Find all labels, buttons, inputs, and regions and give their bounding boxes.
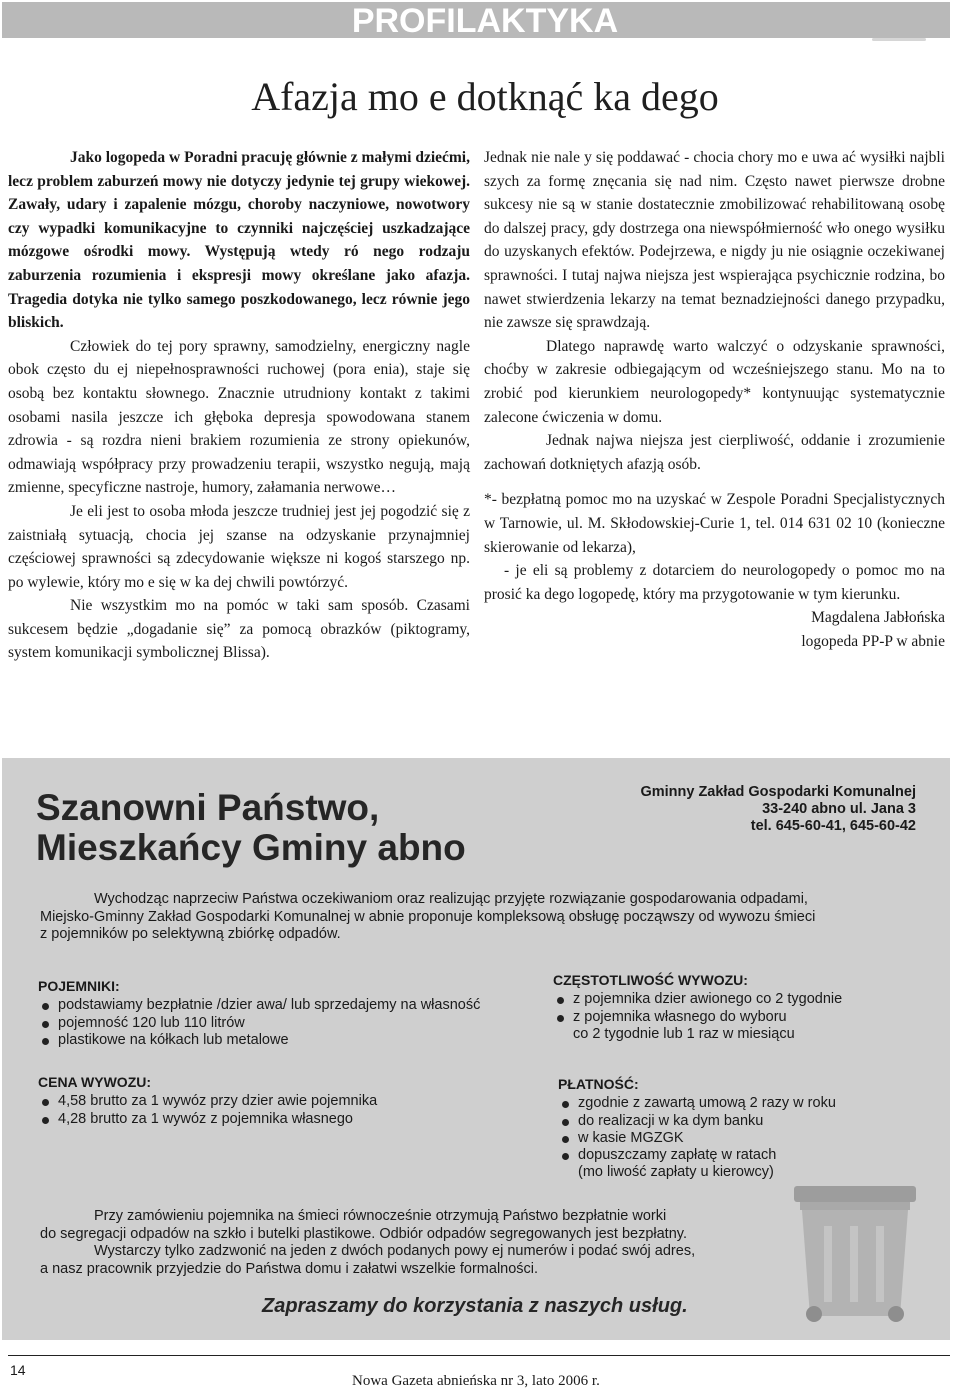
ad-intro: Wychodząc naprzeciw Państwa oczekiwaniom oraz realizując przyjęte rozwiązanie gospodarowania odpadami, Miejsko-Gminny Zakład Gospodarki Komunalnej w abnie proponuje kompleksową obsługę począwszy od wywozu śmieci z pojemników po selektywną zbiórkę odpadów. <box>40 891 816 942</box>
article-paragraph: Dlatego naprawdę warto walczyć o odzyskanie sprawności, choćby w zakresie odbiegającym od wcześniejszego stanu. Mo na to zrobić pod kierunkiem neurologopedy* kontynuując systematycznie zalecone ćwiczenia w domu. <box>484 337 945 426</box>
article-paragraph: Człowiek do tej pory sprawny, samodzielny, energiczny nagle obok często du ej niepełnosprawności ruchowej (pora enia), staje się osobą bez kontaktu słownego. Znacznie utrudniony kontakt z takimi osobami nasila jeszcze ich głęboka depresja spowodowana stanem zdrowia - są rozdra nieni brakiem rozumienia ze strony opiekunów, odmawiają współpracy przy prowadzeniu terapii, wszystko negują, mają zmienne, specyficzne nastroje, humory, załamania nerwowe… <box>8 337 470 497</box>
list-item: podstawiamy bezpłatnie /dzier awa/ lub sprzedajemy na własność <box>38 997 558 1014</box>
list-item-continuation: (mo liwość zapłaty u kierowcy) <box>578 1164 774 1181</box>
article-right-column <box>484 146 945 653</box>
company-phone: tel. 645-60-41, 645-60-42 <box>750 818 916 834</box>
article-paragraph: Nie wszystkim mo na pomóc w taki sam sposób. Czasami sukcesem będzie „dogadanie się” za pomocą obrazków (piktogramy, system komunikacji symbolicznej Blissa). <box>8 597 470 662</box>
list-item: do realizacji w ka dym banku <box>558 1113 918 1130</box>
list-item: 4,58 brutto za 1 wywóz przy dzier awie pojemnika <box>38 1093 498 1110</box>
company-info <box>640 784 916 835</box>
ad-bottom-text: Przy zamówieniu pojemnika na śmieci równocześnie otrzymują Państwo bezpłatnie worki do segregacji odpadów na szkło i butelki plastikowe. Odbiór odpadów segregowanych jest bezpłatny. Wystarczy tylko zadzwonić na jeden z dwóch podanych powy ej numerów i podać swój adres, a nasz pracownik przyjedzie do Państwa domu i załatwi wszelkie formalności. <box>40 1208 696 1277</box>
header-decoration <box>872 38 926 41</box>
price-heading: CENA WYWOZU: <box>38 1074 152 1090</box>
list-item: z pojemnika dzier awionego co 2 tygodnie <box>553 991 913 1008</box>
article-footnote: *- bezpłatną pomoc mo na uzyskać w Zespole Poradni Specjalistycznych w Tarnowie, ul. M. Skłodowskiej-Curie 1, tel. 014 631 02 10 (konieczne skierowanie od lekarza), <box>484 491 945 556</box>
section-title: PROFILAKTYKA <box>351 2 619 40</box>
publication-info: Nowa Gazeta abnieńska nr 3, lato 2006 r. <box>352 1373 600 1389</box>
list-item: 4,28 brutto za 1 wywóz z pojemnika własnego <box>38 1111 498 1128</box>
article-title: Afazja mo e dotknąć ka dego <box>251 74 719 119</box>
list-item: zgodnie z zawartą umową 2 razy w roku <box>558 1095 918 1112</box>
list-item: z pojemnika własnego do wyboru <box>553 1009 913 1026</box>
payment-heading: PŁATNOŚĆ: <box>558 1076 639 1092</box>
frequency-section <box>553 972 913 1043</box>
list-item: w kasie MGZGK <box>558 1130 918 1147</box>
article-paragraph: Jednak najwa niejsza jest cierpliwość, oddanie i zrozumienie zachowań dotkniętych afazją osób. <box>484 432 945 473</box>
list-item: plastikowe na kółkach lub metalowe <box>38 1032 558 1049</box>
article-left-column <box>8 146 470 665</box>
author-role: logopeda PP-P w abnie <box>801 632 945 650</box>
list-item-continuation: co 2 tygodnie lub 1 raz w miesiącu <box>573 1025 795 1042</box>
containers-heading: POJEMNIKI: <box>38 978 120 994</box>
ad-closing: Zapraszamy do korzystania z naszych usług. <box>262 1295 688 1317</box>
list-item: pojemność 120 lub 110 litrów <box>38 1015 558 1032</box>
waste-bin-icon <box>780 1178 930 1326</box>
frequency-heading: CZĘSTOTLIWOŚĆ WYWOZU: <box>553 972 748 988</box>
article-paragraph: Je eli jest to osoba młoda jeszcze trudniej jest jej pogodzić się z zaistniałą sytuacją, chocia jej szanse na odzyskanie przynajmniej częściowej sprawności są zdecydowanie większe ni kogoś starszego np. po wylewie, który mo e się w ka dej chwili powtórzyć. <box>8 502 470 591</box>
article-lead-paragraph: Jako logopeda w Poradni pracuję głównie z małymi dziećmi, lecz problem zaburzeń mowy nie dotyczy jedynie tej grupy wiekowej. Zawały, udary i zapalenie mózgu, choroby naczyniowe, nowotwory czy wypadki komunikacyjne to czynniki najczęściej uszkadzające mózgowe ośrodki mowy. Występują wtedy ró nego rodzaju zaburzenia rozumienia i ekspresji mowy określane jako afazja. Tragedia dotyka nie tylko samego poszkodowanego, lecz równie jego bliskich. <box>8 149 470 332</box>
company-address: 33-240 abno ul. Jana 3 <box>762 801 916 817</box>
author-name: Magdalena Jabłońska <box>811 609 945 627</box>
advertisement-box <box>2 758 950 1340</box>
company-name: Gminny Zakład Gospodarki Komunalnej <box>640 784 916 800</box>
list-item: dopuszczamy zapłatę w ratach <box>558 1147 918 1164</box>
price-section <box>38 1074 498 1128</box>
page-number: 14 <box>10 1362 26 1378</box>
article-footnote: - je eli są problemy z dotarciem do neurologopedy o pomoc mo na prosić ka dego logopedę, który ma przygotowanie w tym kierunku. <box>484 562 945 603</box>
ad-greeting: Szanowni Państwo, Mieszkańcy Gminy abno <box>36 787 466 868</box>
footer-divider <box>8 1355 950 1356</box>
article-paragraph: Jednak nie nale y się poddawać - chocia chory mo e uwa ać wysiłki najbli szych za formę znęcania się nad nim. Często nawet pierwsze drobne sukcesy nie są w stanie dostatecznie zmobilizować rehabilitowaną osobę do dalszej pracy, gdy dostrzega ona niewspółmierność wło onego wysiłku do uzyskanych efektów. Podejrzewa, e nigdy ju nie osiągnie oczekiwanej sprawności. I tutaj najwa niejsza jest wspierająca psychicznie rodzina, bo nawet stwierdzenia lekarzy na temat beznadziejności danego przypadku, nie zawsze się sprawdzają. <box>484 149 945 332</box>
payment-section <box>558 1076 918 1182</box>
containers-section <box>38 978 558 1049</box>
